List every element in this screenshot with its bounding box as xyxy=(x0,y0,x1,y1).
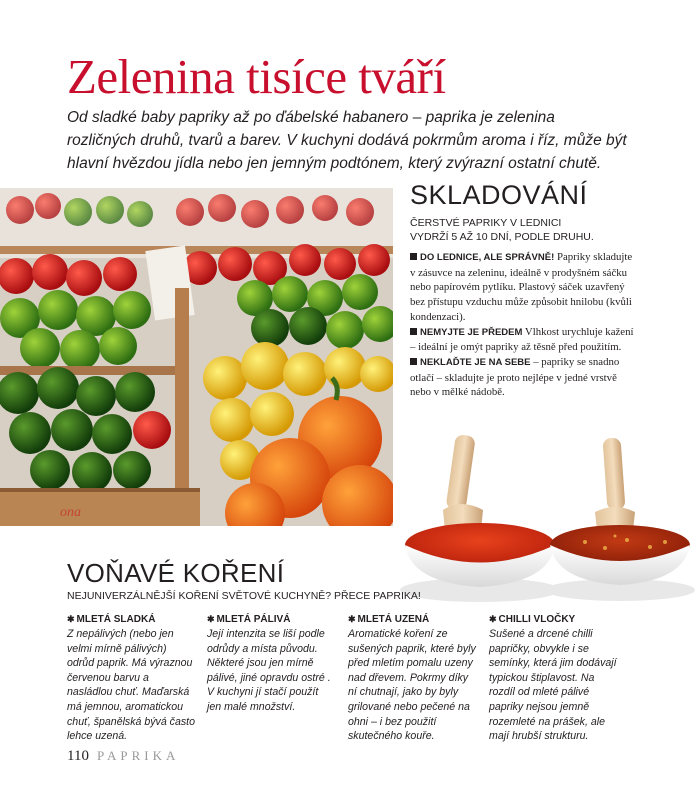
storage-item-text: Papriky skladujte v zásuvce na zeleninu, ideálně v prodyšném sáčku nebo papírovém pytlíku. Plastový sáček uzavřený bez přístupu vzduchu může způsobit hnilobu (kvůli kondenzaci). xyxy=(410,251,633,323)
storage-item-text: Vlhkost urychluje kažení – ideální je omýt papriky až těsně před použitím. xyxy=(410,325,634,354)
spice-bowls-illustration xyxy=(395,430,700,605)
spice-column-title: CHILLI VLOČKY xyxy=(498,614,576,625)
storage-title: SKLADOVÁNÍ xyxy=(410,180,588,210)
page-footer xyxy=(67,748,179,765)
bullet-square-icon xyxy=(410,358,417,365)
spice-column xyxy=(207,614,335,715)
pepper-crates-illustration xyxy=(0,188,393,526)
spice-column-text: Její intenzita se liší podle odrůdy a místa původu. Některé jsou jen mírně pálivé, jiné opravdu ostré . V kuchyni jí stačí použít jen malé množství. xyxy=(207,628,331,713)
storage-item-label: NEKLAĎTE JE NA SEBE xyxy=(420,356,531,368)
lead-paragraph: Od sladké baby papriky až po ďábelské habanero – paprika je zelenina rozličných druhů, tvarů a barev. V kuchyni dodává pokrmům aroma i říz, může být hlavní hvězdou jídla nebo jen jemným podtónem, který zvýrazní ostatní chutě. xyxy=(67,109,627,172)
asterisk-icon: ✱ xyxy=(348,614,356,624)
asterisk-icon: ✱ xyxy=(67,614,75,624)
storage-item-label: DO LEDNICE, ALE SPRÁVNĚ! xyxy=(420,252,555,263)
spice-column-heading xyxy=(207,614,335,625)
svg-text:ona: ona xyxy=(60,505,81,520)
spice-bowls-photo xyxy=(395,430,700,605)
spice-column xyxy=(348,614,476,744)
bullet-square-icon xyxy=(410,328,417,335)
page-title: Zelenina tisíce tváří xyxy=(67,49,446,104)
storage-item xyxy=(410,355,635,400)
storage-item xyxy=(410,325,635,355)
storage-item-label: NEMYJTE JE PŘEDEM xyxy=(420,326,523,338)
spice-column-heading xyxy=(489,614,617,625)
storage-body xyxy=(410,250,635,400)
storage-item-text: – papriky se snadno otlačí – skladujte je proto nejlépe v jedné vrstvě nebo v mělké nádobě. xyxy=(410,355,620,399)
spices-title: VOŇAVÉ KOŘENÍ xyxy=(67,558,285,588)
section-name: PAPRIKA xyxy=(96,748,180,763)
spice-column-title: MLETÁ PÁLIVÁ xyxy=(216,614,291,625)
page-number: 110 xyxy=(67,748,89,764)
asterisk-icon: ✱ xyxy=(489,614,497,624)
spice-column-text: Z nepálivých (nebo jen velmi mírně pálivých) odrůd paprik. Má výraznou červenou barvu a nasládlou chuť. Maďarská má jemnou, aromatickou chuť, španělská bývá často lehce uzená. xyxy=(67,628,196,743)
spice-column-title: MLETÁ SLADKÁ xyxy=(76,614,156,625)
pepper-market-photo xyxy=(0,188,393,526)
spices-subtitle: NEJUNIVERZÁLNĚJŠÍ KOŘENÍ SVĚTOVÉ KUCHYNĚ? PŘECE PAPRIKA! xyxy=(67,590,421,602)
spice-column-text: Aromatické koření ze sušených paprik, které byly před mletím pomalu uzeny nad dřevem. Pokrmy díky ní chutnají, jako by byly grilované nebo pečené na ohni – i bez použití skutečného kouře. xyxy=(348,628,476,743)
spice-column xyxy=(67,614,195,744)
storage-subtitle: ČERSTVÉ PAPRIKY V LEDNICI VYDRŽÍ 5 AŽ 10 DNÍ, PODLE DRUHU. xyxy=(410,217,594,243)
spice-column-heading xyxy=(348,614,476,625)
spice-column-heading xyxy=(67,614,195,625)
storage-item xyxy=(410,250,635,325)
spice-column-title: MLETÁ UZENÁ xyxy=(357,614,430,625)
asterisk-icon: ✱ xyxy=(207,614,215,624)
bullet-square-icon xyxy=(410,253,417,260)
spice-column-text: Sušené a drcené chilli papričky, obvykle i se semínky, která jim dodávají typickou štiplavost. Na rozdíl od mleté pálivé papriky nejsou jemně rozemleté na prášek, ale mají hrubší strukturu. xyxy=(489,628,617,743)
spice-column xyxy=(489,614,617,744)
